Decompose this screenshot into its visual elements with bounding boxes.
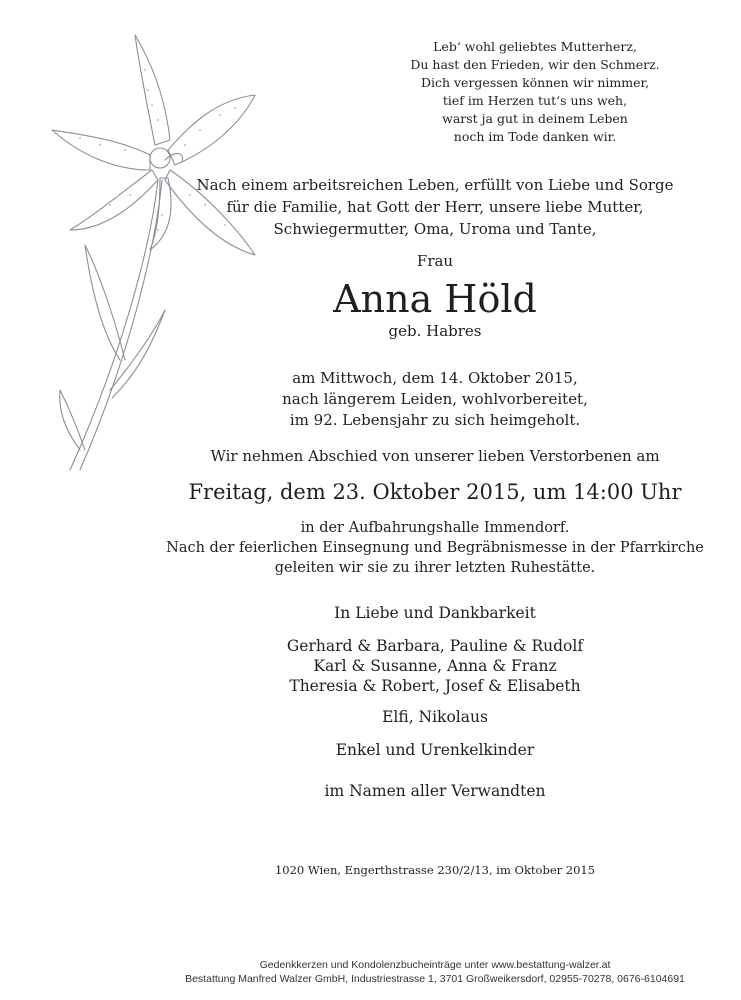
funeral-place-line: in der Aufbahrungshalle Immendorf. (300, 520, 570, 536)
family-line: Theresia & Robert, Josef & Elisabeth (289, 677, 581, 695)
poem-line: Leb‘ wohl geliebtes Mutterherz, (433, 39, 637, 54)
poem-line: Du hast den Frieden, wir den Schmerz. (410, 57, 660, 72)
family-list (140, 636, 730, 696)
intro-line: Nach einem arbeitsreichen Leben, erfüllt von Liebe und Sorge (196, 176, 674, 194)
thanks-text: In Liebe und Dankbarkeit (334, 604, 536, 622)
deceased-name: Anna Höld (333, 277, 537, 321)
poem-line: warst ja gut in deinem Leben (442, 111, 628, 126)
footer (140, 958, 730, 986)
funeral-place-line: geleiten wir sie zu ihrer letzten Ruhestätte. (274, 560, 596, 576)
great-grandchildren: Enkel und Urenkelkinder (335, 741, 535, 759)
address: 1020 Wien, Engerthstrasse 230/2/13, im Oktober 2015 (274, 863, 596, 877)
death-notice-line: im 92. Lebensjahr zu sich heimgeholt. (289, 411, 581, 429)
footer-line: Gedenkkerzen und Kondolenzbucheinträge unter www.bestattung-walzer.at (259, 959, 611, 971)
death-notice-line: nach längerem Leiden, wohlvorbereitet, (282, 390, 588, 408)
relatives-text: im Namen aller Verwandten (324, 782, 546, 800)
funeral-place (140, 518, 730, 578)
intro-text (140, 174, 730, 240)
funeral-datetime: Freitag, dem 23. Oktober 2015, um 14:00 Uhr (188, 480, 682, 504)
death-notice (140, 368, 730, 431)
farewell-text: Wir nehmen Abschied von unserer lieben Verstorbenen am (210, 447, 660, 465)
intro-line: für die Familie, hat Gott der Herr, unsere liebe Mutter, (226, 198, 644, 216)
poem-line: Dich vergessen können wir nimmer, (420, 75, 650, 90)
funeral-place-line: Nach der feierlichen Einsegnung und Begräbnismesse in der Pfarrkirche (166, 540, 704, 556)
footer-line: Bestattung Manfred Walzer GmbH, Industriestrasse 1, 3701 Großweikersdorf, 02955-70278, 0676-6104691 (185, 973, 685, 985)
poem-line: tief im Herzen tut‘s uns weh, (442, 93, 628, 108)
death-notice-line: am Mittwoch, dem 14. Oktober 2015, (292, 369, 578, 387)
poem-line: noch im Tode danken wir. (453, 129, 617, 144)
grandchildren: Elfi, Nikolaus (382, 708, 488, 726)
intro-line: Schwiegermutter, Oma, Uroma und Tante, (273, 220, 597, 238)
family-line: Karl & Susanne, Anna & Franz (313, 657, 557, 675)
salutation: Frau (416, 252, 454, 270)
poem (410, 38, 660, 146)
family-line: Gerhard & Barbara, Pauline & Rudolf (286, 637, 584, 655)
birth-name: geb. Habres (388, 322, 482, 340)
